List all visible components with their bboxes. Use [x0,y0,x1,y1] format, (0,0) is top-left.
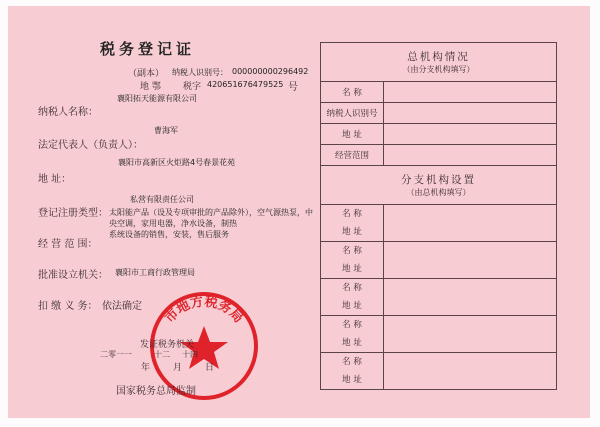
withholding-value: 依法确定 [102,301,142,312]
branch-name-label: 名 称 [342,283,362,293]
branch-cell [384,205,557,242]
hq-name-label: 名 称 [321,82,384,103]
issuing-office-label: 发证税务机关 [140,340,195,350]
branch-title: 分支机构设置 [401,174,476,186]
branch-cell [384,242,557,279]
address-label: 地 址： [38,174,72,185]
issue-year-prefix: 二零一一 [100,350,132,359]
taxpayer-name-label: 纳税人名称： [38,107,98,118]
branch-info-table [320,42,557,390]
issue-month: 月 [173,363,183,373]
issue-day: 日 [205,363,215,373]
branch-cell [384,353,557,390]
branch-name-label: 名 称 [342,246,362,256]
svg-text:市地方税务局 [162,293,246,326]
issue-day-num: 十四 [182,350,198,359]
seal-text: 市地方税务局 [162,294,246,327]
document-title: 税务登记证 [100,40,196,58]
supervisor-label: 国家税务总局监制 [116,386,196,397]
hq-scope-cell [384,145,557,166]
hq-taxid-cell [384,103,557,124]
reg-type-label: 登记注册类型： [38,208,108,219]
hq-scope-label: 经营范围 [321,145,384,166]
branch-address-label: 地 址 [342,375,362,385]
hq-title: 总机构情况 [407,51,470,63]
scope-line-1: 太阳能产品（设及专项审批的产品除外），空气源热泵，中央空调，家用电器，净水设备，制热 [109,208,313,228]
serial-number: 000000000296492 [232,67,309,76]
scope-line-2: 系统设备的销售，安装，售后服务 [109,230,229,239]
issue-year: 年 [141,363,151,373]
hq-address-cell [384,124,557,145]
branch-subtitle: （由总机构填写） [406,188,471,197]
approval-label: 批准设立机关： [38,270,108,281]
hq-subtitle: （由分支机构填写） [402,65,475,74]
copy-label: （副本） [128,69,165,79]
branch-address-label: 地 址 [342,301,362,311]
legal-rep: 曹海军 [154,126,178,135]
branch-name-label: 名 称 [342,357,362,367]
branch-address-label: 地 址 [342,227,362,237]
scope-label: 经 营 范 围： [38,239,98,250]
approval-authority: 襄阳市工商行政管理局 [115,268,195,277]
issuer-prefix: 地 鄂 [140,82,161,92]
branch-cell [384,279,557,316]
taxpayer-id-label: 纳税人识别号： [172,68,228,77]
hq-taxid-label: 纳税人识别号 [321,103,384,124]
withholding-label: 扣 缴 义 务： [38,301,98,312]
business-scope [109,207,314,240]
tax-zi: 税字 [183,82,202,92]
legal-rep-label: 法定代表人（负责人）： [38,140,143,151]
branch-name-label: 名 称 [342,320,362,330]
branch-name-label: 名 称 [342,209,362,219]
tax-code: 420651676479525 [207,80,284,89]
branch-address-label: 地 址 [342,264,362,274]
issue-month-num: 十二 [154,350,170,359]
branch-cell [384,316,557,353]
hq-name-cell [384,82,557,103]
address: 襄阳市高新区火炬路4号春景花苑 [118,158,236,167]
taxpayer-name: 襄阳拓天能源有限公司 [117,94,197,103]
hq-address-label: 地 址 [321,124,384,145]
registration-type: 私营有限责任公司 [130,195,194,204]
branch-address-label: 地 址 [342,338,362,348]
hao-label: 号 [288,82,298,93]
